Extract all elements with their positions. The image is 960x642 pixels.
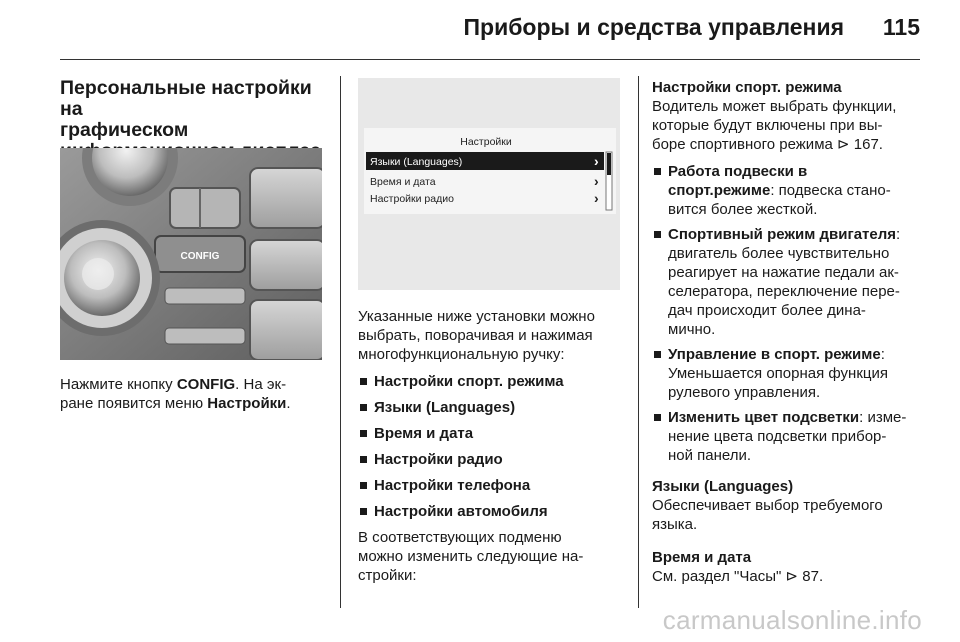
- column-divider-1: [340, 76, 341, 608]
- list-item: Изменить цвет подсветки: изме- нение цвета подсветки прибор- ной панели.: [652, 408, 927, 465]
- list-item: Управление в спорт. режиме: Уменьшается опорная функция рулевого управления.: [652, 345, 927, 402]
- chevron-right-icon: ›: [594, 173, 599, 189]
- list-item: Языки (Languages): [358, 398, 626, 417]
- list-item: Настройки телефона: [358, 476, 626, 495]
- chevron-right-icon: ›: [594, 190, 599, 206]
- list-item: Настройки радио: [358, 450, 626, 469]
- sport-heading: Настройки спорт. режима: [652, 79, 842, 96]
- list-item: Время и дата: [358, 424, 626, 443]
- chapter-title: Приборы и средства управления: [463, 14, 844, 40]
- config-button-photo: [60, 148, 322, 360]
- middle-column: Указанные ниже установки можно выбрать, поворачивая и нажимая многофункциональную ручку: Настройки спорт. режима Языки (Languages) Время и дата Настройки радио Настройки телефона Настройки автомобиля В соответствующих подменю можно изменить следующие на- стройки:: [358, 307, 626, 585]
- sport-options-list: [652, 162, 927, 465]
- screen-item-1: Языки (Languages): [370, 156, 463, 168]
- settings-list: [358, 372, 626, 521]
- header-divider: [60, 59, 920, 60]
- settings-screen-image: [358, 78, 620, 290]
- page-ref-icon: ⊳: [837, 136, 850, 153]
- screen-item-3: Настройки радио: [370, 193, 454, 205]
- list-item: Настройки автомобиля: [358, 502, 626, 521]
- list-item: Спортивный режим двигателя: двигатель более чувствительно реагирует на нажатие педали ак- селератора, переключение пере- дач происходит более дина- мично.: [652, 225, 927, 339]
- photo-caption: Нажмите кнопку CONFIG. На эк- ране появится меню Настройки.: [60, 376, 291, 412]
- page-header: [0, 0, 960, 60]
- page-number: 115: [882, 14, 920, 40]
- lang-heading: Языки (Languages): [652, 478, 794, 495]
- scrollbar-thumb: [607, 153, 611, 175]
- list-item: Настройки спорт. режима: [358, 372, 626, 391]
- chevron-right-icon: ›: [594, 153, 599, 169]
- time-heading: Время и дата: [652, 549, 752, 566]
- list-item: Работа подвески в спорт.режиме: подвеска стано- вится более жесткой.: [652, 162, 927, 219]
- screen-title: Настройки: [460, 136, 512, 148]
- screen-item-2: Время и дата: [370, 176, 436, 188]
- page-ref-icon: ⊳: [785, 568, 799, 585]
- column-divider-2: [638, 76, 639, 608]
- watermark: carmanualsonline.info: [662, 605, 922, 635]
- config-label: CONFIG: [180, 251, 220, 262]
- right-column: Настройки спорт. режима Водитель может выбрать функции, которые будут включены при вы- боре спортивного режима ⊳ 167. Работа подвески в спорт.режиме: подвеска стано- вится более жесткой. Спортивный режим двигателя: двигатель более чувствительно реагирует на нажатие педали ак- селератора, переключение пере- дач происходит более дина- мично. Управление в спорт. режиме: Уменьшается опорная функция рулевого управления. Изменить цвет подсветки: изме- нение цвета подсветки прибор- ной панели. Языки (Languages) Обеспечивает выбор требуемого языка. Время и дата См. раздел "Часы" ⊳ 87.: [652, 78, 927, 586]
- section-heading: Персональные настройки на графическом: [60, 77, 312, 141]
